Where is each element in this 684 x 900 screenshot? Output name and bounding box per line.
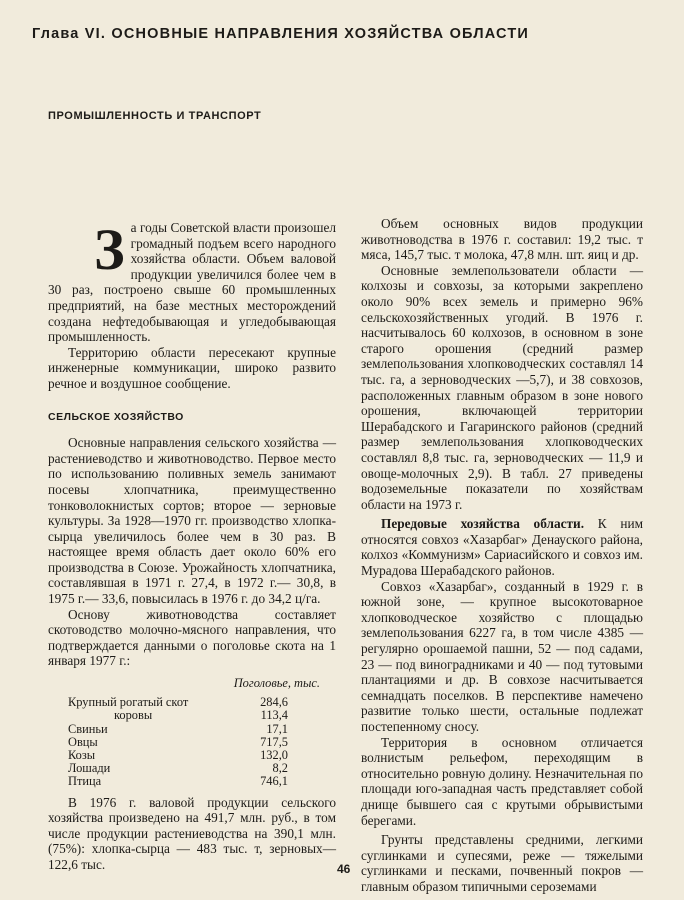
subheading: СЕЛЬСКОЕ ХОЗЯЙСТВО <box>48 410 184 423</box>
page-number: 46 <box>337 862 351 876</box>
paragraph: Передовые хозяйства области. К ним относятся совхоз «Хазарбаг» Денауского района, колхоз «Коммунизм» Сариасийского и совхоз им. Мурадова Шерабадского районов. <box>361 516 643 579</box>
paragraph-lead: Передовые хозяйства области. <box>381 516 585 532</box>
livestock-table <box>68 677 336 789</box>
intro-paragraph: За годы Советской власти произошел громадный подъем всего народного хозяйства области. Объем валовой продукции увеличился более чем в 30 раз, построено свыше 60 промышленных предприятий, на базе местных месторождений создана нефтедобывающая и угледобывающая промышленность. <box>48 217 336 345</box>
paragraph: Территорию области пересекают крупные инженерные коммуникации, широко развито речное и воздушное сообщение. <box>48 344 336 391</box>
paragraph: Грунты представлены средними, легкими суглинками и супесями, реже — тяжелыми суглинками и песками, почвенный покров — главным образом типичными сероземами <box>361 832 643 894</box>
right-column <box>361 216 643 895</box>
paragraph: Основу животноводства составляет скотоводство молочно-мясного направления, что подтверждается данными о поголовье скота на 1 января 1977 г.: <box>48 606 336 669</box>
paragraph: Основные направления сельского хозяйства — растениеводство и животноводство. Первое место по использованию поливных земель занимают посевы хлопчатника, преимущественно тонковолокнистых сортов; второе — зерновые культуры. За 1928—1970 гг. производство хлопка-сырца увеличилось более чем в 30 раз. В настоящее время область дает около 60% его производства в Союзе. Урожайность хлопчатника, составлявшая в 1971 г. 27,4, в 1972 г.— 30,8, в 1975 г.— 33,6, повысилась в 1976 г. до 34,2 ц/га. <box>48 435 336 607</box>
paragraph: В 1976 г. валовой продукции сельского хозяйства произведено на 491,7 млн. руб., в том числе продукции растениеводства на 390,1 млн. (75%): хлопка-сырца — 483 тыс. т, зерновых— 122,6 тыс. <box>48 794 336 873</box>
left-column <box>48 216 336 873</box>
section-title: ПРОМЫШЛЕННОСТЬ И ТРАНСПОРТ <box>48 110 262 122</box>
table-row: коровы 113,4 <box>114 708 288 723</box>
table-row: Овцы 717,5 <box>68 734 288 749</box>
paragraph: Территория в основном отличается волнистым рельефом, переходящим в относительно ровную долину. Незначительная по площади юго-западная часть представляет собой днище бывшего сая с крутыми обрывистыми берегами. <box>361 734 643 828</box>
table-caption: Поголовье, тыс. <box>233 676 320 691</box>
table-row: Птица 746,1 <box>68 774 288 789</box>
table-row: Лошади 8,2 <box>68 761 288 776</box>
paragraph: Объем основных видов продукции животноводства в 1976 г. составил: 19,2 тыс. т мяса, 145,7 тыс. т молока, 47,8 млн. шт. яиц и др. <box>361 216 643 263</box>
table-row: Крупный рогатый скот 284,6 <box>68 695 288 710</box>
table-row: Свиньи 17,1 <box>68 721 288 736</box>
chapter-title: Глава VI. ОСНОВНЫЕ НАПРАВЛЕНИЯ ХОЗЯЙСТВА ОБЛАСТИ <box>32 26 529 42</box>
table-row: Козы 132,0 <box>68 748 288 763</box>
paragraph: Совхоз «Хазарбаг», созданный в 1929 г. в южной зоне, — крупное высокотоварное хлопководческое хозяйство с площадью землепользования 6227 га, в том числе 4385 — регулярно орошаемой пашни, 52 — под садами, 23 — под виноградниками и 40 — под тутовыми плантациями и др. В совхозе насчитывается семнадцать поселков. В перспективе намечено развитие только шести, остальные подлежат постепенному сносу. <box>361 578 643 734</box>
drop-cap: З <box>94 217 125 282</box>
paragraph: Основные землепользователи области — колхозы и совхозы, за которыми закреплено около 90% всех земель и примерно 96% сельскохозяйственных угодий. В 1976 г. насчитывалось 60 колхозов, в основном в зоне старого орошения (средний размер землепользования хлопководческих составлял 14 тыс. га, а зерноводческих —5,7), и 38 совхозов, расположенных главным образом в зоне нового орошения, включающей территории Шерабадского и Гагаринского районов (средний размер землепользования хлопководческих составлял 8,8 тыс. га, зерноводческих — 11,9 и овоще-молочных 2,9). В табл. 27 приведены водоземельные показатели по хозяйствам области на 1973 г. <box>361 262 643 512</box>
